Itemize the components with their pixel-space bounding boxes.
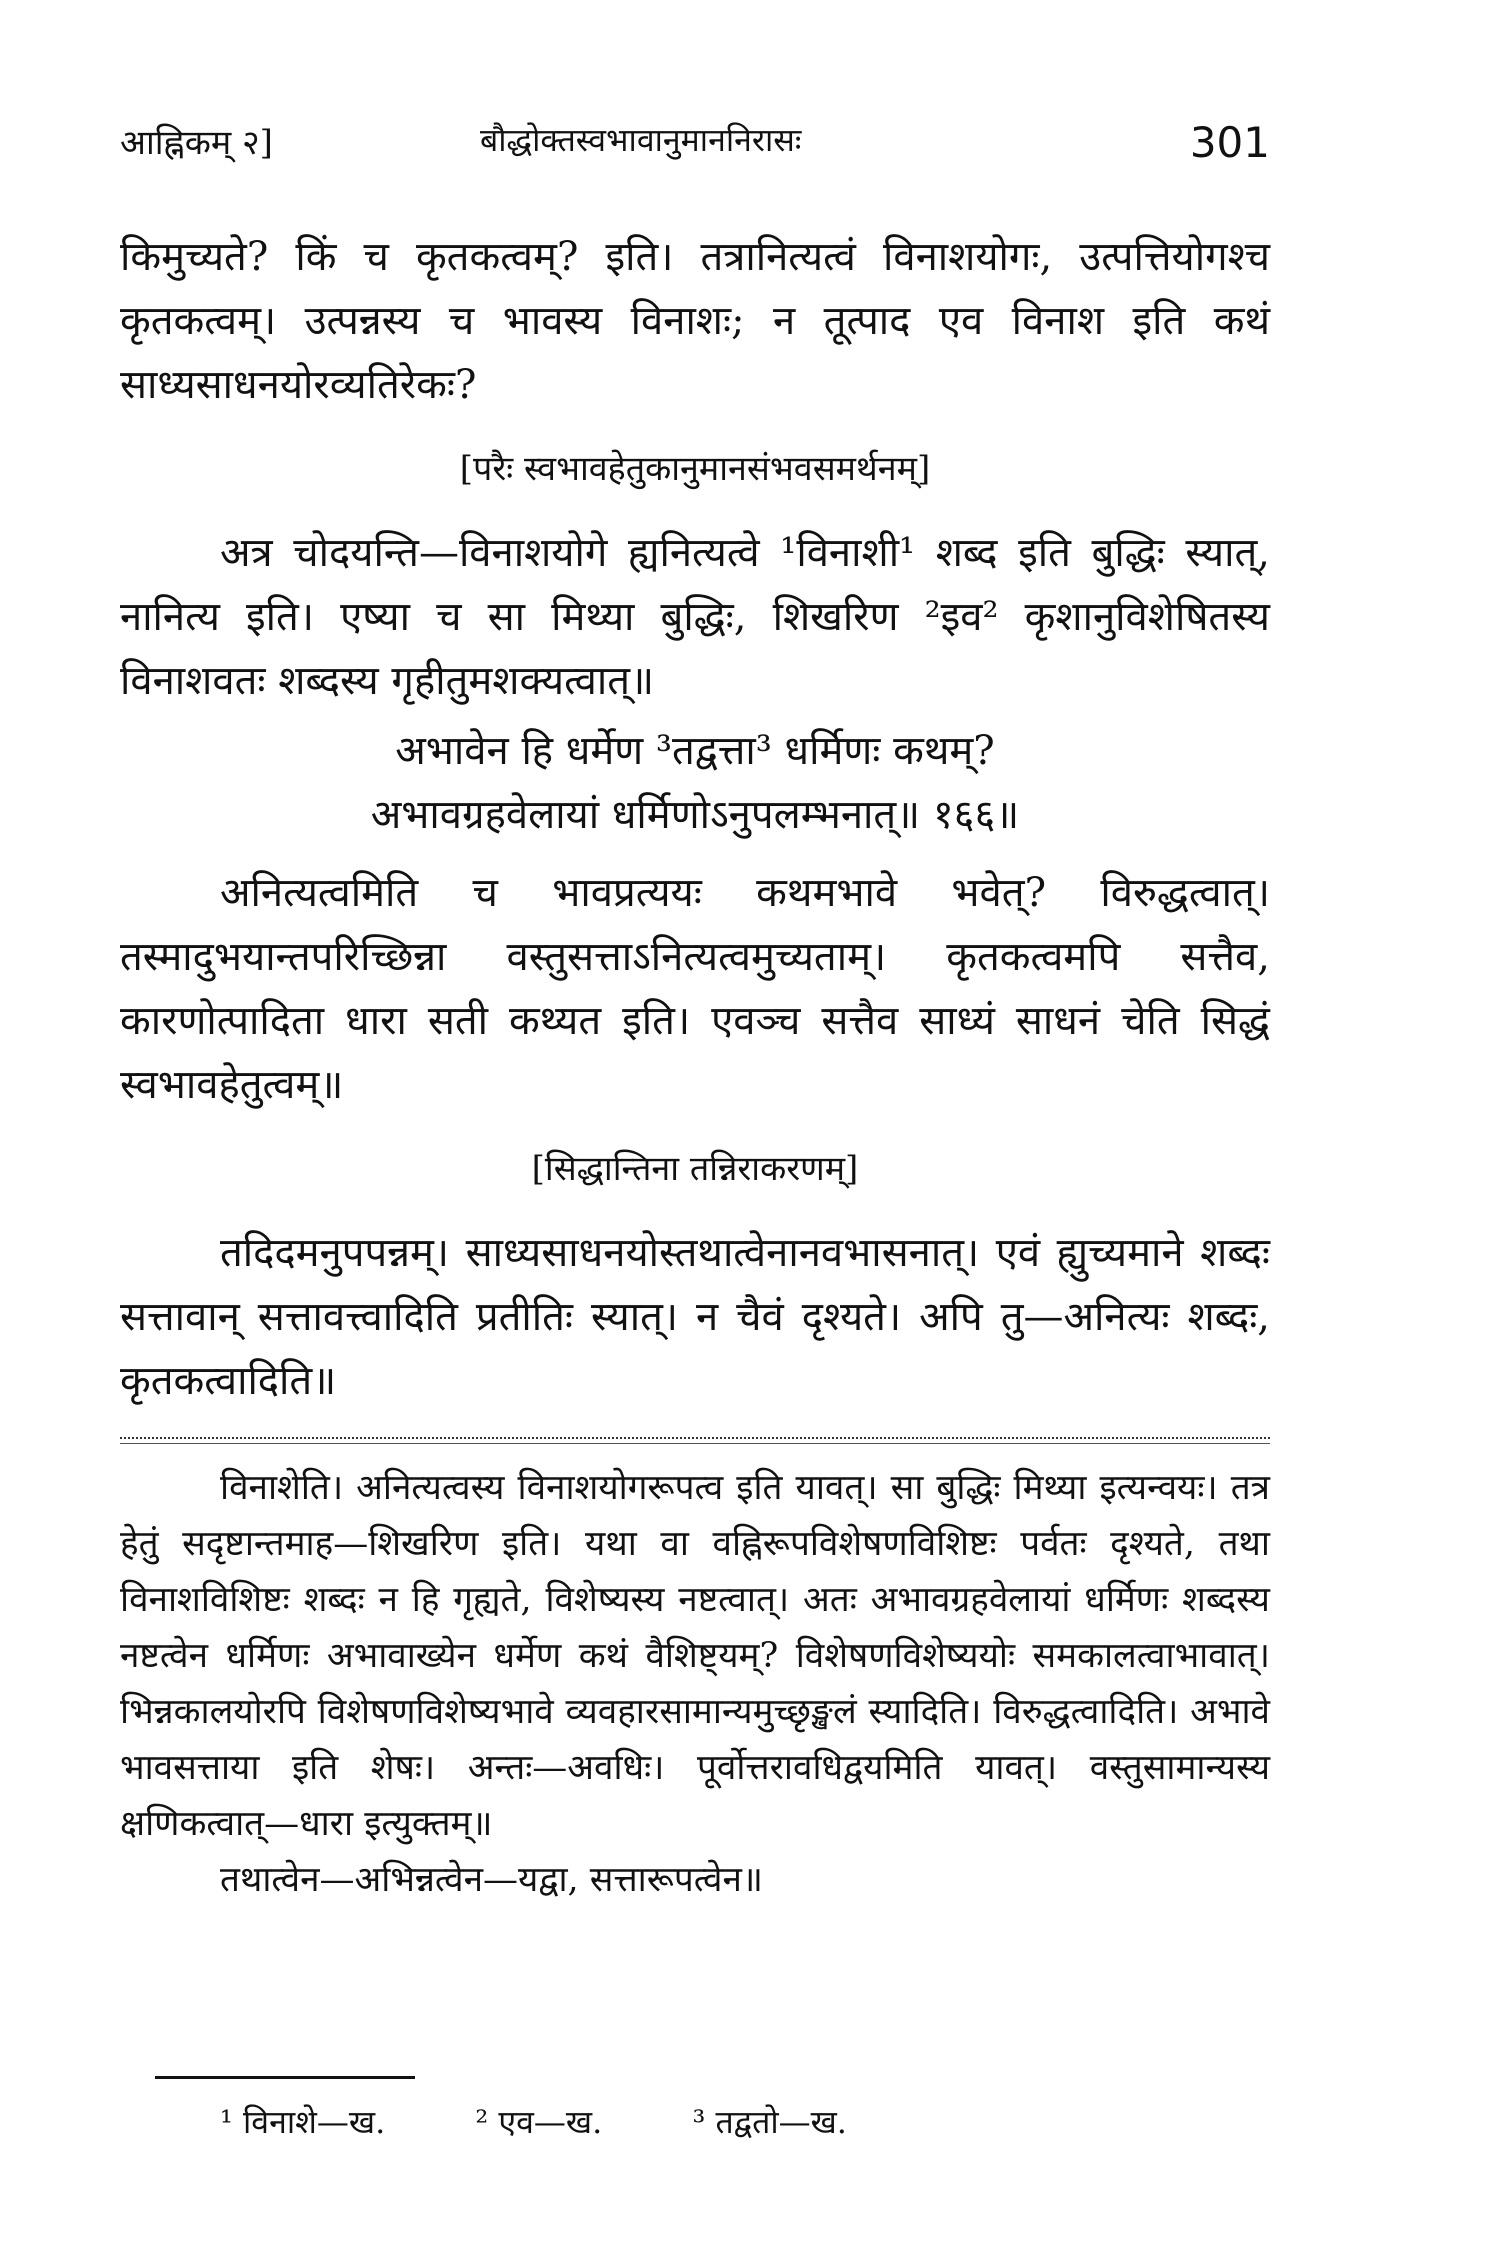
verse-166 [120,719,1270,847]
main-paragraph-4: तदिदमनुपपन्नम्। साध्यसाधनयोस्तथात्वेनानवभासनात्। एवं ह्युच्यमाने शब्दः सत्तावान् सत्तावत्त्वादिति प्रतीतिः स्यात्। न चैवं दृश्यते। अपि तु—अनित्यः शब्दः, कृतकत्वादिति॥ [120,1230,1270,1404]
page-number: 301 [1189,118,1270,167]
verse-line-2: अभावग्रहवेलायां धर्मिणोऽनुपलम्भनात्॥ १६६॥ [370,792,1020,838]
commentary-divider [120,1437,1270,1444]
footnote-1: ¹ विनाशे—ख. [220,2103,386,2141]
footnote-2: ² एव—ख. [475,2103,603,2141]
main-paragraph-3: अनित्यत्वमिति च भावप्रत्ययः कथमभावे भवेत्? विरुद्धत्वात्। तस्मादुभयान्तपरिच्छिन्ना वस्तुसत्ताऽनित्यत्वमुच्यताम्। कृतकत्वमपि सत्तैव, कारणोत्पादिता धारा सती कथ्यत इति। एवञ्च सत्तैव साध्यं साधनं चेति सिद्धं स्वभावहेतुत्वम्॥ [120,870,1270,1108]
main-text [120,225,1270,1413]
verse-line-1: अभावेन हि धर्मेण ³तद्वत्ता³ धर्मिणः कथम्? [395,728,995,774]
header-chapter: आह्निकम् २] [120,123,273,163]
main-paragraph-1: किमुच्यते? किं च कृतकत्वम्? इति। तत्रानित्यत्वं विनाशयोगः, उत्पत्तियोगश्च कृतकत्वम्। उत्पन्नस्य च भावस्य विनाशः; न तूत्पाद एव विनाश इति कथं साध्यसाधनयोरव्यतिरेकः? [120,234,1270,408]
footnote-3: ³ तद्वतो—ख. [692,2103,847,2141]
section-heading-1: [परैः स्वभावहेतुकानुमानसंभवसमर्थनम्] [459,449,931,489]
section-heading-2: [सिद्धान्तिना तन्निराकरणम्] [531,1149,859,1189]
running-header [120,118,1270,178]
commentary-paragraph-2: तथात्वेन—अभिन्नत्वेन—यद्वा, सत्तारूपत्वेन॥ [220,1860,763,1900]
commentary-text [120,1460,1270,1908]
commentary-paragraph-1: विनाशेति। अनित्यत्वस्य विनाशयोगरूपत्व इति यावत्। सा बुद्धिः मिथ्या इत्यन्वयः। तत्र हेतुं सदृष्टान्तमाह—शिखरिण इति। यथा वा वह्निरूपविशेषणविशिष्टः पर्वतः दृश्यते, तथा विनाशविशिष्टः शब्दः न हि गृह्यते, विशेष्यस्य नष्टत्वात्। अतः अभावग्रहवेलायां धर्मिणः शब्दस्य नष्टत्वेन धर्मिणः अभावाख्येन धर्मेण कथं वैशिष्ट्यम्? विशेषणविशेष्ययोः समकालत्वाभावात्। भिन्नकालयोरपि विशेषणविशेष्यभावे व्यवहारसामान्यमुच्छृङ्खलं स्यादिति। विरुद्धत्वादिति। अभावे भावसत्ताया इति शेषः। अन्तः—अवधिः। पूर्वोत्तरावधिद्वयमिति यावत्। वस्तुसामान्यस्य क्षणिकत्वात्—धारा इत्युक्तम्॥ [120,1468,1270,1844]
footnote-rule [155,2076,415,2079]
main-paragraph-2: अत्र चोदयन्ति—विनाशयोगे ह्यनित्यत्वे ¹विनाशी¹ शब्द इति बुद्धिः स्यात्, नानित्य इति। एष्या च सा मिथ्या बुद्धिः, शिखरिण ²इव² कृशानुविशेषितस्य विनाशवतः शब्दस्य गृहीतुमशक्यत्वात्॥ [120,530,1270,704]
header-section-title: बौद्धोक्तस्वभावानुमाननिरासः [480,121,802,159]
footnotes [220,2100,1120,2143]
